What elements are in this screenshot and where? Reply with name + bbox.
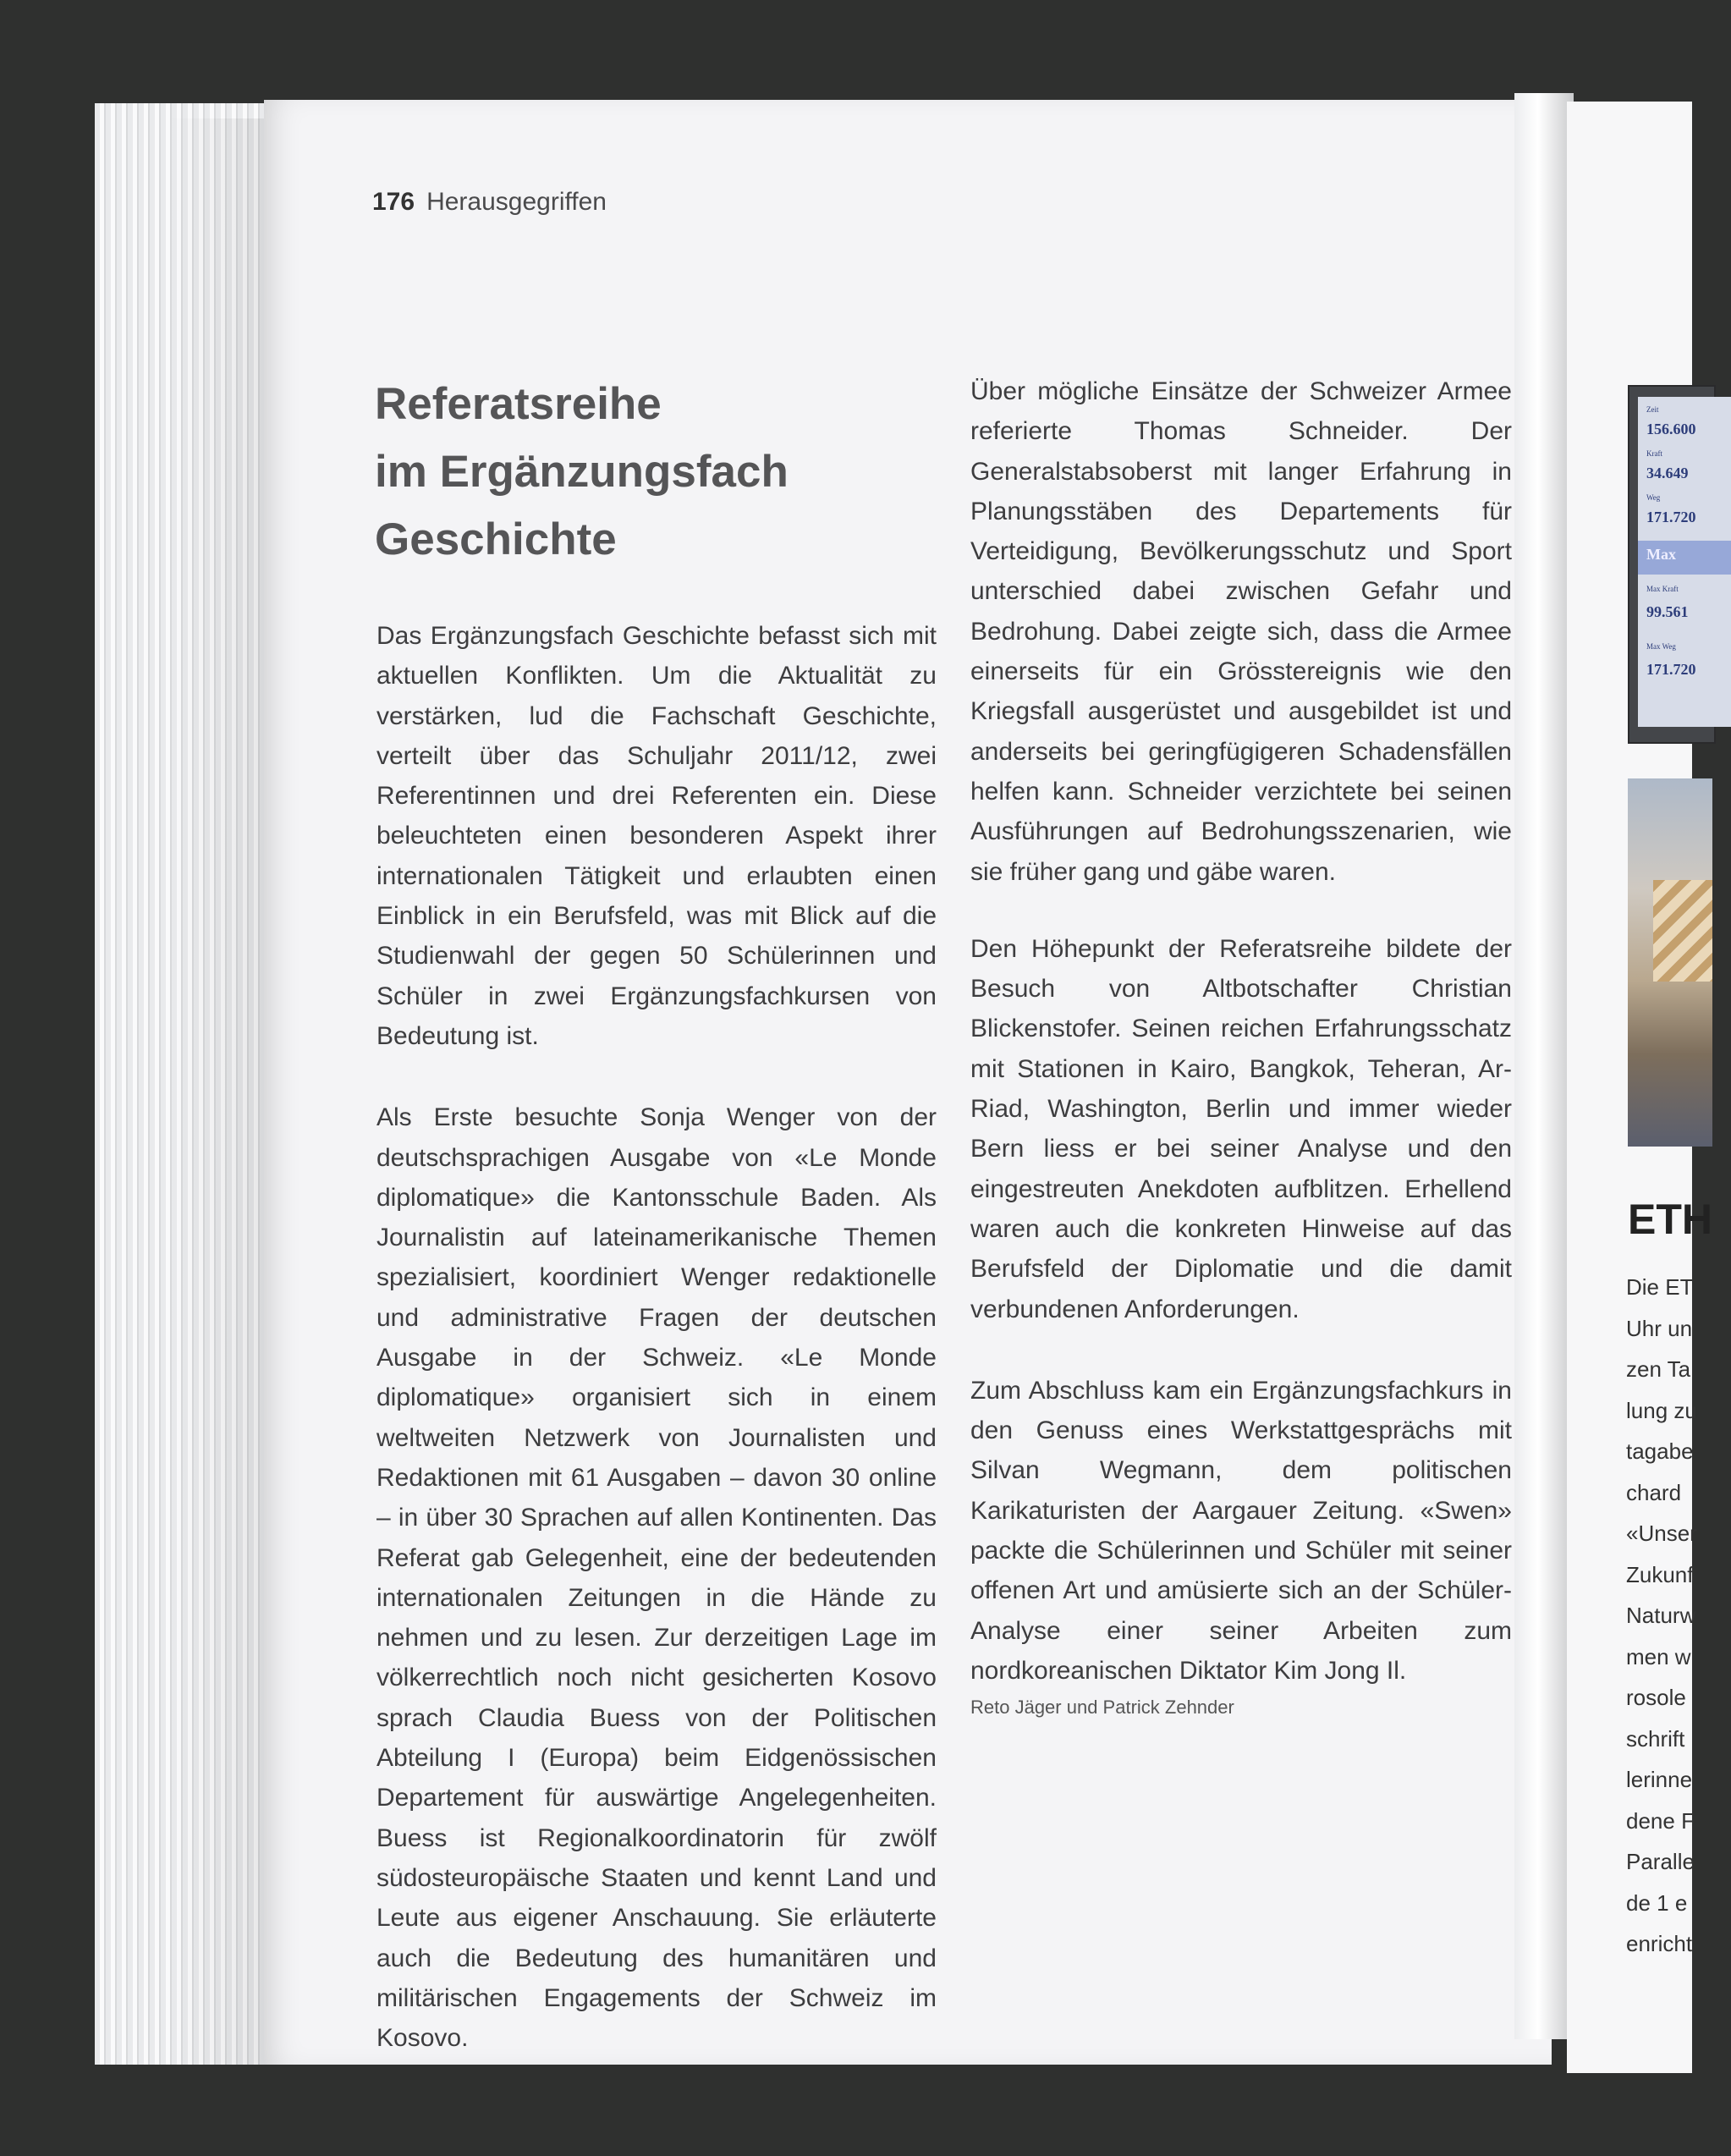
- office-photo: [1628, 778, 1712, 1147]
- title-line: Geschichte: [375, 514, 617, 564]
- measurement-screen: [1638, 397, 1731, 727]
- text-line: rosole: [1626, 1685, 1686, 1710]
- text-line: Naturw: [1626, 1603, 1696, 1628]
- text-line: Paralle: [1626, 1849, 1695, 1874]
- paragraph: Zum Abschluss kam ein Ergänzungsfachkurs in den Genuss eines Werkstattgesprächs mit Silvan Wegmann, dem politischen Karikaturisten der Aargauer Zeitung. «Swen» packte die Schülerinnen und Schüler mit seiner offenen Art und amüsierte sich an der Schüler-Analyse einer seiner Arbeiten zum nordkoreanischen Diktator Kim Jong Il.: [970, 1376, 1512, 1685]
- page-number: 176: [372, 188, 415, 216]
- screen-label: Max: [1646, 546, 1676, 563]
- text-line: chard: [1626, 1479, 1682, 1505]
- title-line: im Ergänzungsfach: [375, 447, 789, 497]
- paragraph: Das Ergänzungsfach Geschichte befasst sich mit aktuellen Konflikten. Um die Aktualität zu verstärken, lud die Fachschaft Geschichte, verteilt über das Schuljahr 2011/12, zwei Referentinnen und drei Referenten ein. Diese beleuchteten einen besonderen Aspekt ihrer internationalen Tätigkeit und erlaubten einen Einblick in ein Berufsfeld, was mit Blick auf die Studienwahl der gegen 50 Schülerinnen und Schüler in zwei Ergänzungsfachkursen von Bedeutung ist.: [376, 622, 937, 1050]
- text-line: lung zu: [1626, 1397, 1697, 1423]
- book-gutter: [1514, 93, 1574, 2039]
- page-edges-shadow: [169, 118, 271, 2065]
- paragraph: Als Erste besuchte Sonja Wenger von der deutschsprachigen Ausgabe von «Le Monde diplomatique» die Kantonsschule Baden. Als Journalistin auf lateinamerikanische Themen spezialisiert, koordiniert Wenger redaktionelle und administrative Fragen der deutschen Ausgabe in der Schweiz. «Le Monde diplomatique» organisiert sich in einem weltweiten Netzwerk von Journalisten und Redaktionen mit 61 Ausgaben – davon 30 online – in über 30 Sprachen auf allen Kontinenten. Das Referat gab Gelegenheit, eine der bedeutenden internationalen Zeitungen in die Hände zu nehmen und zu lesen. Zur derzeitigen Lage im völkerrechtlich noch nicht gesicherten Kosovo sprach Claudia Buess von der Politischen Abteilung I (Europa) beim Eidgenössischen Departement für auswärtige Angelegenheiten. Buess ist Regionalkoordinatorin für zwölf südosteuropäische Staaten und kennt Land und Leute aus eigener Anschauung. Sie erläuterte auch die Bedeutung des humanitären und militärischen Engagements der Schweiz im Kosovo.: [376, 1103, 937, 2053]
- text-line: schrift: [1626, 1725, 1685, 1752]
- text-column-2: [970, 371, 1512, 1724]
- screen-label: Max Weg: [1646, 642, 1676, 651]
- text-line: men w: [1626, 1643, 1691, 1669]
- screen-value: 171.720: [1646, 661, 1696, 678]
- screen-value: 34.649: [1646, 465, 1689, 481]
- text-line: Die ET: [1626, 1274, 1694, 1300]
- text-line: dene F: [1626, 1807, 1695, 1834]
- section-title: Herausgegriffen: [426, 188, 607, 216]
- text-line: Zukunf: [1626, 1561, 1694, 1587]
- running-head: [372, 188, 607, 217]
- screen-value: 171.720: [1646, 509, 1696, 525]
- author-line: Reto Jäger und Patrick Zehnder: [970, 1697, 1234, 1719]
- right-page: [1567, 102, 1712, 2073]
- text-line: Uhr un: [1626, 1315, 1693, 1341]
- right-page-text: [1626, 1267, 1697, 1965]
- right-page-heading: ETH: [1628, 1196, 1712, 1243]
- text-line: de 1 e: [1626, 1889, 1688, 1916]
- text-line: «Unser: [1626, 1521, 1697, 1546]
- screen-value: 99.561: [1646, 603, 1689, 620]
- display-photo: [1628, 385, 1716, 744]
- text-line: tagabe: [1626, 1438, 1694, 1464]
- screen-label: Weg: [1646, 493, 1661, 502]
- text-column-1: [376, 616, 937, 2058]
- screen-label: Max Kraft: [1646, 585, 1679, 593]
- title-line: Referatsreihe: [375, 379, 662, 429]
- stairs-shape: [1653, 880, 1712, 982]
- screen-label: Kraft: [1646, 449, 1662, 458]
- screen-value: 156.600: [1646, 421, 1696, 437]
- text-line: lerinne: [1626, 1767, 1693, 1792]
- text-line: zen Ta: [1626, 1356, 1691, 1382]
- paragraph: Über mögliche Einsätze der Schweizer Armee referierte Thomas Schneider. Der Generalstabsoberst mit langer Erfahrung in Planungsstäben des Departements für Verteidigung, Bevölkerungsschutz und Sport unterschied dabei zwischen Gefahr und Bedrohung. Dabei zeigte sich, dass die Armee einerseits für ein Grösstereignis wie den Kriegsfall ausgerüstet und ausgebildet ist und anderseits bei geringfügigeren Schadensfällen helfen kann. Schneider verzichtete bei seinen Ausführungen auf Bedrohungsszenarien, wie sie früher gang und gäbe waren.: [970, 377, 1512, 886]
- paragraph: Den Höhepunkt der Referatsreihe bildete der Besuch von Altbotschafter Christian Blickenstofer. Seinen reichen Erfahrungsschatz mit Stationen in Kairo, Bangkok, Teheran, Ar-Riad, Washington, Berlin und immer wieder Bern liess er bei seiner Analyse und den eingestreuten Anekdoten aufblitzen. Erhellend waren auch die konkreten Hinweise auf das Berufsfeld der Diplomatie und die damit verbundenen Anforderungen.: [970, 934, 1512, 1323]
- text-line: enricht: [1626, 1931, 1693, 1956]
- article-title: [375, 371, 933, 574]
- screen-label: Zeit: [1646, 405, 1659, 414]
